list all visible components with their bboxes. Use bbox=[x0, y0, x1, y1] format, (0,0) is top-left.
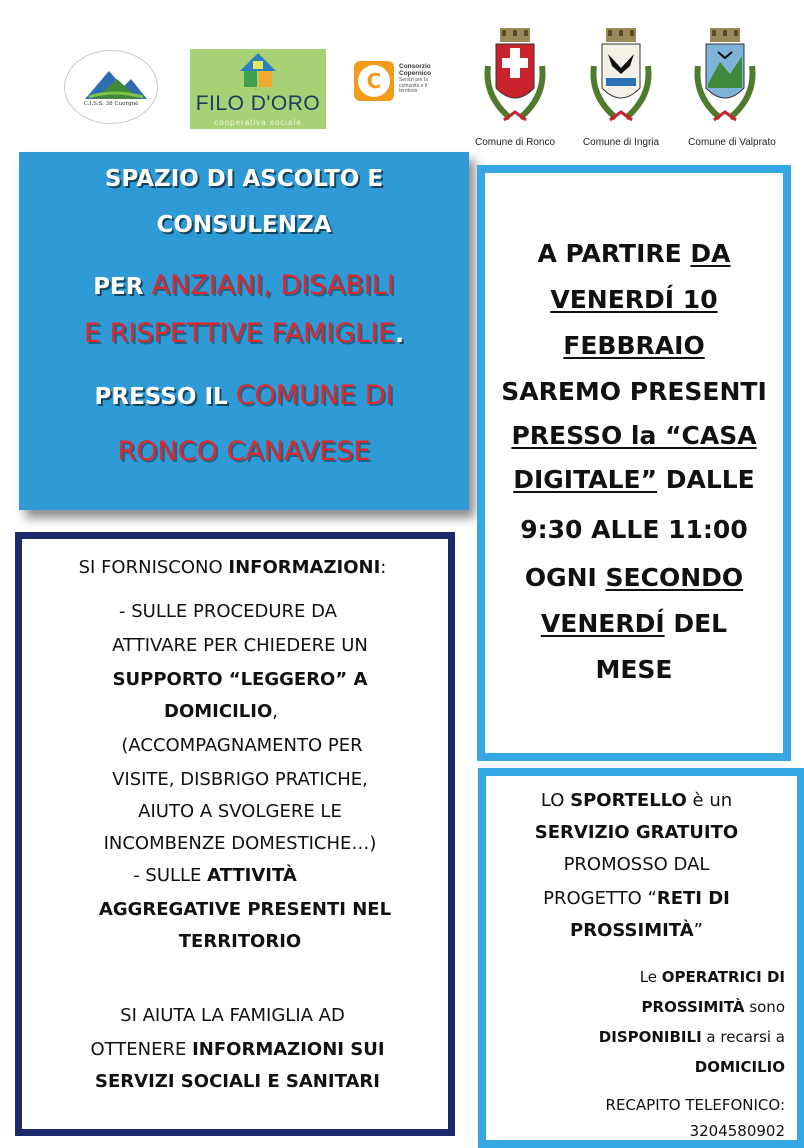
info-line-14-bold: INFORMAZIONI SUI bbox=[192, 1039, 385, 1060]
schedule-line-2-text: VENERDÍ 10 bbox=[550, 285, 718, 314]
filo-doro-name: FILO D'ORO bbox=[195, 92, 321, 115]
ciss-logo-text: C.I.S.S. 38 Cuorgnè bbox=[83, 101, 139, 107]
banner-line-3-highlight: ANZIANI, DISABILI bbox=[151, 270, 395, 301]
info-line-3: ATTIVARE PER CHIEDERE UN bbox=[112, 635, 368, 656]
banner-line-5-prefix: PRESSO IL bbox=[94, 384, 236, 410]
schedule-line-8-prefix: OGNI bbox=[524, 563, 606, 592]
copernico-name: Consorzio Copernico bbox=[399, 63, 432, 77]
schedule-line-6-suffix: DALLE bbox=[657, 465, 755, 494]
sportello-line-8-suffix: a recarsi a bbox=[701, 1028, 785, 1046]
comune-ronco-label: Comune di Ronco bbox=[474, 137, 556, 148]
info-line-14-prefix: OTTENERE bbox=[90, 1039, 193, 1060]
comune-ingria-label: Comune di Ingria bbox=[582, 137, 660, 148]
info-box bbox=[15, 532, 455, 1136]
info-line-1-prefix: SI FORNISCONO bbox=[78, 557, 229, 578]
sportello-line-6-bold: OPERATRICI DI bbox=[661, 968, 785, 986]
schedule-line-6 bbox=[485, 465, 783, 494]
sportello-line-6-prefix: Le bbox=[639, 968, 662, 986]
sportello-line-1 bbox=[476, 790, 797, 811]
schedule-line-1-underlined: DA bbox=[690, 239, 731, 268]
sportello-line-5 bbox=[476, 920, 797, 941]
schedule-line-4: SAREMO PRESENTI bbox=[501, 377, 767, 406]
sportello-line-4 bbox=[476, 888, 797, 909]
info-line-5-comma: , bbox=[272, 701, 278, 722]
sportello-line-4-prefix: PROGETTO “ bbox=[543, 888, 657, 909]
banner-line-6: RONCO CANAVESE bbox=[117, 436, 371, 467]
info-line-9: INCOMBENZE DOMESTICHE…) bbox=[103, 833, 377, 854]
sportello-line-7-suffix: sono bbox=[744, 998, 785, 1016]
info-line-12: TERRITORIO bbox=[178, 931, 302, 952]
ingria-crest-icon bbox=[586, 26, 656, 130]
sportello-line-8 bbox=[599, 1028, 785, 1046]
info-line-13: SI AIUTA LA FAMIGLIA AD bbox=[120, 1005, 345, 1026]
sportello-line-5-bold: PROSSIMITÀ bbox=[570, 920, 694, 941]
info-line-1 bbox=[17, 557, 448, 578]
banner-line-1: SPAZIO DI ASCOLTO E bbox=[104, 166, 384, 192]
info-line-10-bold: ATTIVITÀ bbox=[207, 865, 297, 886]
schedule-line-10: MESE bbox=[595, 655, 673, 684]
schedule-line-8 bbox=[485, 563, 783, 592]
banner-line-5 bbox=[19, 380, 469, 411]
sportello-line-1-bold: SPORTELLO bbox=[570, 790, 687, 811]
info-line-10 bbox=[0, 865, 448, 886]
sportello-line-7-bold: PROSSIMITÀ bbox=[641, 998, 745, 1016]
schedule-line-1 bbox=[485, 239, 783, 268]
banner-line-4-period: . bbox=[395, 322, 404, 348]
schedule-line-1-prefix: A PARTIRE bbox=[537, 239, 691, 268]
phone-number[interactable]: 3204580902 bbox=[689, 1122, 785, 1140]
ciss-logo bbox=[64, 50, 158, 124]
info-line-7: VISITE, DISBRIGO PRATICHE, bbox=[112, 769, 368, 790]
info-line-2: - SULLE PROCEDURE DA bbox=[119, 601, 337, 622]
copernico-logo bbox=[354, 61, 394, 101]
sportello-line-1-prefix: LO bbox=[540, 790, 571, 811]
ronco-crest-icon bbox=[480, 26, 550, 130]
banner-line-3 bbox=[19, 270, 469, 301]
info-line-5-bold: DOMICILIO bbox=[164, 701, 273, 722]
schedule-time: 9:30 ALLE 11:00 bbox=[520, 515, 748, 544]
filo-doro-subtitle: cooperativa sociale bbox=[214, 118, 302, 127]
info-line-1-bold: INFORMAZIONI bbox=[228, 557, 381, 578]
valprato-crest-icon bbox=[690, 26, 760, 130]
schedule-line-2 bbox=[485, 285, 783, 314]
sportello-line-6 bbox=[640, 968, 785, 986]
schedule-line-9-suffix: DEL bbox=[664, 609, 728, 638]
sportello-line-8-bold: DISPONIBILI bbox=[598, 1028, 702, 1046]
info-line-1-colon: : bbox=[380, 557, 387, 578]
schedule-line-8-underlined: SECONDO bbox=[605, 563, 744, 592]
sportello-line-7 bbox=[642, 998, 785, 1016]
info-line-6: (ACCOMPAGNAMENTO PER bbox=[121, 735, 363, 756]
banner-line-4 bbox=[19, 318, 469, 349]
info-line-5 bbox=[0, 701, 448, 722]
schedule-box bbox=[477, 165, 791, 761]
schedule-line-6-underlined: DIGITALE” bbox=[513, 465, 658, 494]
schedule-line-3-text: FEBBRAIO bbox=[563, 331, 705, 360]
banner-line-2: CONSULENZA bbox=[156, 212, 332, 238]
schedule-line-5-text: PRESSO la “CASA bbox=[511, 421, 757, 450]
sportello-line-9: DOMICILIO bbox=[694, 1058, 785, 1076]
schedule-line-5 bbox=[485, 421, 783, 450]
copernico-subtitle: Servizi per la comunità e il territorio bbox=[399, 77, 428, 95]
house-icon bbox=[190, 49, 326, 93]
info-line-15: SERVIZI SOCIALI E SANITARI bbox=[95, 1071, 380, 1092]
phone-label: RECAPITO TELEFONICO: bbox=[605, 1096, 785, 1114]
banner-line-4-highlight: E RISPETTIVE FAMIGLIE bbox=[84, 318, 396, 349]
banner-line-3-prefix: PER bbox=[93, 274, 152, 300]
schedule-line-9-underlined: VENERDÍ bbox=[540, 609, 665, 638]
sportello-line-2: SERVIZIO GRATUITO bbox=[534, 822, 739, 843]
info-line-10-prefix: - SULLE bbox=[133, 865, 208, 886]
info-line-8: AIUTO A SVOLGERE LE bbox=[138, 801, 342, 822]
copernico-c-icon: C bbox=[358, 65, 390, 97]
comune-valprato-label: Comune di Valprato bbox=[688, 137, 776, 148]
sportello-line-4-bold: RETI DI bbox=[656, 888, 730, 909]
sportello-line-3: PROMOSSO DAL bbox=[563, 854, 710, 875]
schedule-line-3 bbox=[485, 331, 783, 360]
info-line-4: SUPPORTO “LEGGERO” A bbox=[112, 669, 368, 690]
sportello-line-5-quote: ” bbox=[693, 920, 703, 941]
banner-line-5-highlight: COMUNE DI bbox=[235, 380, 394, 411]
info-line-11: AGGREGATIVE PRESENTI NEL bbox=[98, 899, 392, 920]
schedule-line-9 bbox=[485, 609, 783, 638]
filo-doro-logo bbox=[190, 49, 326, 129]
ascolto-banner bbox=[19, 152, 469, 510]
sportello-line-1-suffix: è un bbox=[686, 790, 733, 811]
info-line-14 bbox=[27, 1039, 448, 1060]
sportello-box bbox=[478, 768, 804, 1148]
